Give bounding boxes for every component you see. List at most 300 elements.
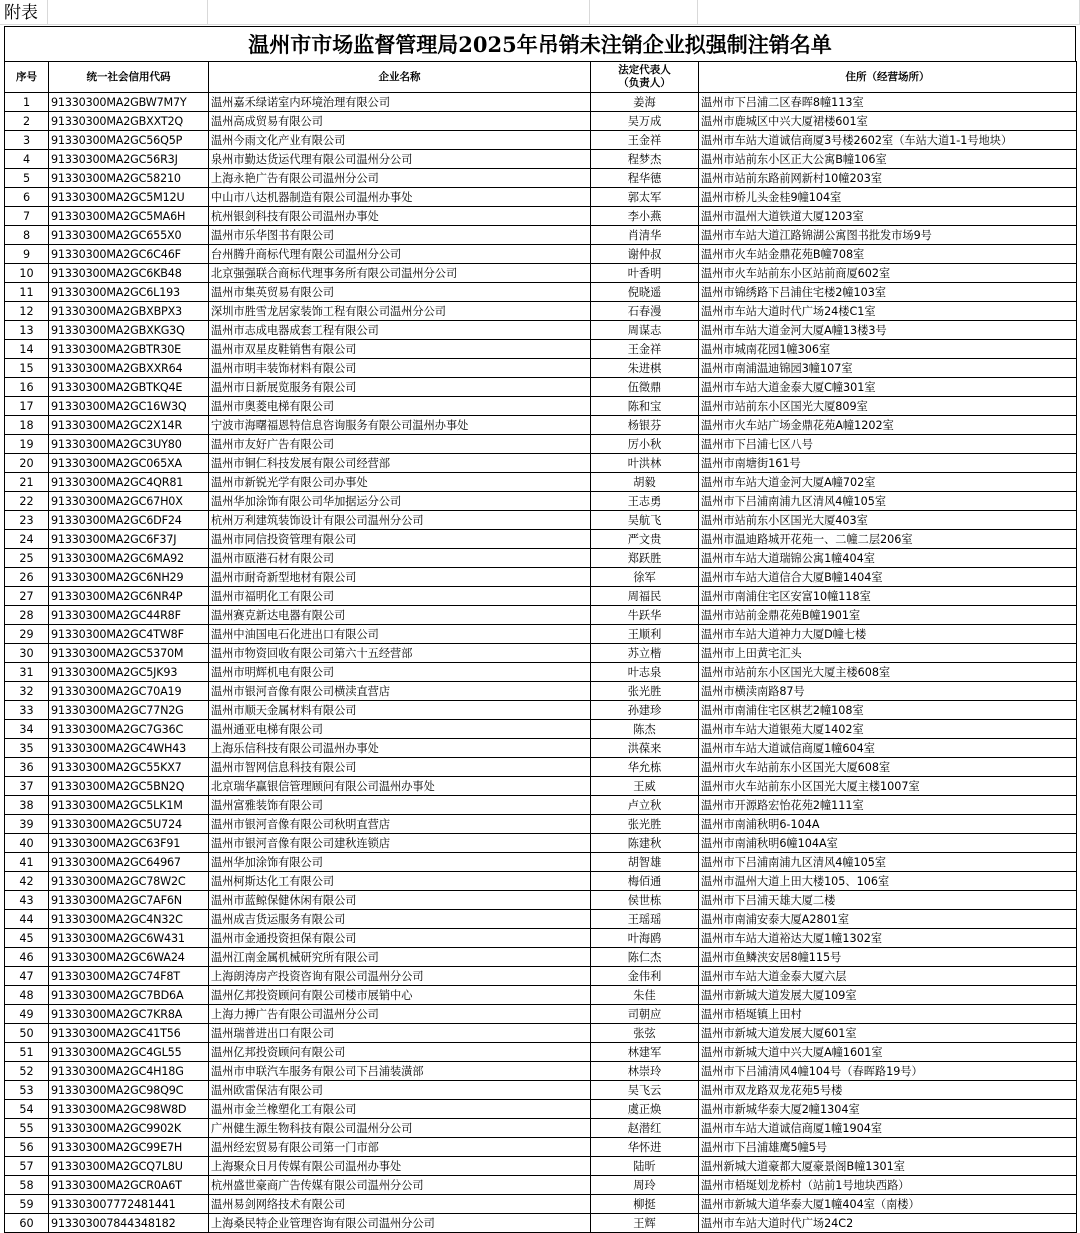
row-number-cell[interactable]: 56: [5, 1138, 49, 1157]
legal-representative-cell[interactable]: 朱进棋: [591, 359, 699, 378]
legal-representative-cell[interactable]: 吴万成: [591, 112, 699, 131]
address-cell[interactable]: 温州市车站大道时代广场24C2: [699, 1214, 1077, 1233]
credit-code-cell[interactable]: 91330300MA2GC6MA92: [49, 549, 209, 568]
row-number-cell[interactable]: 37: [5, 777, 49, 796]
address-cell[interactable]: 温州市南浦住宅区安富10幢118室: [699, 587, 1077, 606]
row-number-cell[interactable]: 53: [5, 1081, 49, 1100]
address-cell[interactable]: 温州市新城大道发展大厦109室: [699, 986, 1077, 1005]
company-name-cell[interactable]: 深圳市胜雪龙居家装饰工程有限公司温州分公司: [209, 302, 591, 321]
credit-code-cell[interactable]: 91330300MA2GC6KB48: [49, 264, 209, 283]
address-cell[interactable]: 温州市锦绣路下吕浦住宅楼2幢103室: [699, 283, 1077, 302]
credit-code-cell[interactable]: 91330300MA2GC5BN2Q: [49, 777, 209, 796]
credit-code-cell[interactable]: 91330300MA2GBTKQ4E: [49, 378, 209, 397]
row-number-cell[interactable]: 7: [5, 207, 49, 226]
legal-representative-cell[interactable]: 谢仲叔: [591, 245, 699, 264]
address-cell[interactable]: 温州市南塘街161号: [699, 454, 1077, 473]
address-cell[interactable]: 温州市新城大道中兴大厦A幢1601室: [699, 1043, 1077, 1062]
company-name-cell[interactable]: 温州市志成电器成套工程有限公司: [209, 321, 591, 340]
row-number-cell[interactable]: 31: [5, 663, 49, 682]
company-name-cell[interactable]: 温州易剑网络技术有限公司: [209, 1195, 591, 1214]
legal-representative-cell[interactable]: 牛跃华: [591, 606, 699, 625]
address-cell[interactable]: 温州市车站大道信合大厦B幢1404室: [699, 568, 1077, 587]
credit-code-cell[interactable]: 91330300MA2GBW7M7Y: [49, 93, 209, 112]
row-number-cell[interactable]: 17: [5, 397, 49, 416]
address-cell[interactable]: 温州市梧埏镇上田村: [699, 1005, 1077, 1024]
credit-code-cell[interactable]: 91330300MA2GC64967: [49, 853, 209, 872]
address-cell[interactable]: 温州市上田黄宅汇头: [699, 644, 1077, 663]
credit-code-cell[interactable]: 91330300MA2GC78W2C: [49, 872, 209, 891]
credit-code-cell[interactable]: 91330300MA2GC5JK93: [49, 663, 209, 682]
credit-code-cell[interactable]: 91330300MA2GC4N32C: [49, 910, 209, 929]
credit-code-cell[interactable]: 91330300MA2GC6L193: [49, 283, 209, 302]
credit-code-cell[interactable]: 91330300MA2GC9902K: [49, 1119, 209, 1138]
company-name-cell[interactable]: 温州市友好广告有限公司: [209, 435, 591, 454]
credit-code-cell[interactable]: 91330300MA2GC4WH43: [49, 739, 209, 758]
row-number-cell[interactable]: 10: [5, 264, 49, 283]
legal-representative-cell[interactable]: 陈杰: [591, 720, 699, 739]
company-name-cell[interactable]: 上海朗涛房产投资咨询有限公司温州分公司: [209, 967, 591, 986]
address-cell[interactable]: 温州市火车站前东小区国光大厦608室: [699, 758, 1077, 777]
row-number-cell[interactable]: 41: [5, 853, 49, 872]
legal-representative-cell[interactable]: 周玲: [591, 1176, 699, 1195]
credit-code-cell[interactable]: 91330300MA2GBXXT2Q: [49, 112, 209, 131]
company-name-cell[interactable]: 温州瑞普进出口有限公司: [209, 1024, 591, 1043]
address-cell[interactable]: 温州市车站大道瑞锦公寓1幢404室: [699, 549, 1077, 568]
company-name-cell[interactable]: 温州市银河音像有限公司横渎直营店: [209, 682, 591, 701]
address-cell[interactable]: 温州市下吕浦南浦九区清风4幢105室: [699, 853, 1077, 872]
company-name-cell[interactable]: 温州市集英贸易有限公司: [209, 283, 591, 302]
credit-code-cell[interactable]: 913303007844348182: [49, 1214, 209, 1233]
address-cell[interactable]: 温州市南浦温迪锦园3幢107室: [699, 359, 1077, 378]
row-number-cell[interactable]: 60: [5, 1214, 49, 1233]
company-name-cell[interactable]: 温州华加涂饰有限公司华加据运分公司: [209, 492, 591, 511]
credit-code-cell[interactable]: 91330300MA2GC16W3Q: [49, 397, 209, 416]
company-name-cell[interactable]: 温州市福明化工有限公司: [209, 587, 591, 606]
credit-code-cell[interactable]: 91330300MA2GC5U724: [49, 815, 209, 834]
company-name-cell[interactable]: 温州亿邦投资顾问有限公司楼市展销中心: [209, 986, 591, 1005]
credit-code-cell[interactable]: 91330300MA2GC74F8T: [49, 967, 209, 986]
company-name-cell[interactable]: 温州市明丰装饰材料有限公司: [209, 359, 591, 378]
address-cell[interactable]: 温州市站前金鼎花苑B幢1901室: [699, 606, 1077, 625]
company-name-cell[interactable]: 上海永艳广告有限公司温州分公司: [209, 169, 591, 188]
credit-code-cell[interactable]: 91330300MA2GC7KR8A: [49, 1005, 209, 1024]
address-cell[interactable]: 温州市车站大道金河大厦A幢13楼3号: [699, 321, 1077, 340]
address-cell[interactable]: 温州市下吕浦南浦九区清风4幢105室: [699, 492, 1077, 511]
legal-representative-cell[interactable]: 虞正焕: [591, 1100, 699, 1119]
credit-code-cell[interactable]: 91330300MA2GC56Q5P: [49, 131, 209, 150]
company-name-cell[interactable]: 上海聚众日月传媒有限公司温州办事处: [209, 1157, 591, 1176]
row-number-cell[interactable]: 40: [5, 834, 49, 853]
row-number-cell[interactable]: 52: [5, 1062, 49, 1081]
legal-representative-cell[interactable]: 华怀进: [591, 1138, 699, 1157]
address-cell[interactable]: 温州新城大道豪都大厦豪景阁B幢1301室: [699, 1157, 1077, 1176]
row-number-cell[interactable]: 1: [5, 93, 49, 112]
address-cell[interactable]: 温州市新城华泰大厦2幢1304室: [699, 1100, 1077, 1119]
legal-representative-cell[interactable]: 厉小秋: [591, 435, 699, 454]
row-number-cell[interactable]: 57: [5, 1157, 49, 1176]
row-number-cell[interactable]: 11: [5, 283, 49, 302]
row-number-cell[interactable]: 8: [5, 226, 49, 245]
credit-code-cell[interactable]: 91330300MA2GC67H0X: [49, 492, 209, 511]
address-cell[interactable]: 温州市站前东小区国光大厦403室: [699, 511, 1077, 530]
address-cell[interactable]: 温州市横渎南路87号: [699, 682, 1077, 701]
company-name-cell[interactable]: 中山市八达机器制造有限公司温州办事处: [209, 188, 591, 207]
credit-code-cell[interactable]: 91330300MA2GC7BD6A: [49, 986, 209, 1005]
company-name-cell[interactable]: 温州今雨文化产业有限公司: [209, 131, 591, 150]
legal-representative-cell[interactable]: 柳挺: [591, 1195, 699, 1214]
address-cell[interactable]: 温州市车站大道裕达大厦1幢1302室: [699, 929, 1077, 948]
grid-cell[interactable]: [208, 0, 590, 25]
address-cell[interactable]: 温州市下吕浦天雄大厦二楼: [699, 891, 1077, 910]
row-number-cell[interactable]: 43: [5, 891, 49, 910]
legal-representative-cell[interactable]: 王金祥: [591, 131, 699, 150]
company-name-cell[interactable]: 温州市耐奇新型地材有限公司: [209, 568, 591, 587]
address-cell[interactable]: 温州市双龙路双龙花苑5号楼: [699, 1081, 1077, 1100]
row-number-cell[interactable]: 42: [5, 872, 49, 891]
credit-code-cell[interactable]: 913303007772481441: [49, 1195, 209, 1214]
legal-representative-cell[interactable]: 周谋志: [591, 321, 699, 340]
company-name-cell[interactable]: 上海乐信科技有限公司温州办事处: [209, 739, 591, 758]
legal-representative-cell[interactable]: 吴飞云: [591, 1081, 699, 1100]
legal-representative-cell[interactable]: 叶海鸥: [591, 929, 699, 948]
row-number-cell[interactable]: 36: [5, 758, 49, 777]
credit-code-cell[interactable]: 91330300MA2GBXXR64: [49, 359, 209, 378]
address-cell[interactable]: 温州市南浦秋明6幢104A室: [699, 834, 1077, 853]
row-number-cell[interactable]: 27: [5, 587, 49, 606]
row-number-cell[interactable]: 19: [5, 435, 49, 454]
credit-code-cell[interactable]: 91330300MA2GBXBPX3: [49, 302, 209, 321]
company-name-cell[interactable]: 温州市新锐光学有限公司办事处: [209, 473, 591, 492]
legal-representative-cell[interactable]: 张弦: [591, 1024, 699, 1043]
legal-representative-cell[interactable]: 张光胜: [591, 815, 699, 834]
legal-representative-cell[interactable]: 伍徵鼎: [591, 378, 699, 397]
company-name-cell[interactable]: 温州市瓯港石材有限公司: [209, 549, 591, 568]
address-cell[interactable]: 温州市开源路宏怡花苑2幢111室: [699, 796, 1077, 815]
credit-code-cell[interactable]: 91330300MA2GC4QR81: [49, 473, 209, 492]
address-cell[interactable]: 温州市南浦住宅区棋艺2幢108室: [699, 701, 1077, 720]
credit-code-cell[interactable]: 91330300MA2GC6C46F: [49, 245, 209, 264]
company-name-cell[interactable]: 温州市蓝鲸保健休闲有限公司: [209, 891, 591, 910]
legal-representative-cell[interactable]: 林建军: [591, 1043, 699, 1062]
credit-code-cell[interactable]: 91330300MA2GC4H18G: [49, 1062, 209, 1081]
row-number-cell[interactable]: 15: [5, 359, 49, 378]
company-name-cell[interactable]: 温州高成贸易有限公司: [209, 112, 591, 131]
legal-representative-cell[interactable]: 陆昕: [591, 1157, 699, 1176]
legal-representative-cell[interactable]: 张光胜: [591, 682, 699, 701]
row-number-cell[interactable]: 58: [5, 1176, 49, 1195]
row-number-cell[interactable]: 35: [5, 739, 49, 758]
credit-code-cell[interactable]: 91330300MA2GC6WA24: [49, 948, 209, 967]
company-name-cell[interactable]: 温州嘉禾绿诺室内环境治理有限公司: [209, 93, 591, 112]
company-name-cell[interactable]: 温州富雅装饰有限公司: [209, 796, 591, 815]
legal-representative-cell[interactable]: 胡智雄: [591, 853, 699, 872]
address-cell[interactable]: 温州市梧埏划龙桥村（站前1号地块西路）: [699, 1176, 1077, 1195]
credit-code-cell[interactable]: 91330300MA2GC6F37J: [49, 530, 209, 549]
legal-representative-cell[interactable]: 王志勇: [591, 492, 699, 511]
address-cell[interactable]: 温州市车站大道诚信商厦3号楼2602室（车站大道1-1号地块）: [699, 131, 1077, 150]
grid-cell[interactable]: [698, 0, 1080, 25]
row-number-cell[interactable]: 45: [5, 929, 49, 948]
grid-cell[interactable]: [590, 0, 698, 25]
address-cell[interactable]: 温州市火车站金鼎花苑B幢708室: [699, 245, 1077, 264]
row-number-cell[interactable]: 55: [5, 1119, 49, 1138]
credit-code-cell[interactable]: 91330300MA2GC55KX7: [49, 758, 209, 777]
legal-representative-cell[interactable]: 赵潜红: [591, 1119, 699, 1138]
legal-representative-cell[interactable]: 王威: [591, 777, 699, 796]
company-name-cell[interactable]: 温州柯斯达化工有限公司: [209, 872, 591, 891]
legal-representative-cell[interactable]: 司朝应: [591, 1005, 699, 1024]
row-number-cell[interactable]: 3: [5, 131, 49, 150]
address-cell[interactable]: 温州市鹿城区中兴大厦裙楼601室: [699, 112, 1077, 131]
row-number-cell[interactable]: 9: [5, 245, 49, 264]
legal-representative-cell[interactable]: 姜海: [591, 93, 699, 112]
legal-representative-cell[interactable]: 华允栋: [591, 758, 699, 777]
address-cell[interactable]: 温州市站前东小区国光大厦主楼608室: [699, 663, 1077, 682]
legal-representative-cell[interactable]: 胡毅: [591, 473, 699, 492]
company-name-cell[interactable]: 温州市智网信息科技有限公司: [209, 758, 591, 777]
row-number-cell[interactable]: 25: [5, 549, 49, 568]
legal-representative-cell[interactable]: 周福民: [591, 587, 699, 606]
row-number-cell[interactable]: 21: [5, 473, 49, 492]
credit-code-cell[interactable]: 91330300MA2GC98Q9C: [49, 1081, 209, 1100]
company-name-cell[interactable]: 温州市明辉机电有限公司: [209, 663, 591, 682]
company-name-cell[interactable]: 温州市银河音像有限公司秋明直营店: [209, 815, 591, 834]
credit-code-cell[interactable]: 91330300MA2GC3UY80: [49, 435, 209, 454]
row-number-cell[interactable]: 22: [5, 492, 49, 511]
credit-code-cell[interactable]: 91330300MA2GC5370M: [49, 644, 209, 663]
credit-code-cell[interactable]: 91330300MA2GC58210: [49, 169, 209, 188]
legal-representative-cell[interactable]: 陈仁杰: [591, 948, 699, 967]
company-name-cell[interactable]: 温州市银河音像有限公司建秋连锁店: [209, 834, 591, 853]
legal-representative-cell[interactable]: 陈和宝: [591, 397, 699, 416]
address-cell[interactable]: 温州市新城大道发展大厦601室: [699, 1024, 1077, 1043]
company-name-cell[interactable]: 温州亿邦投资顾问有限公司: [209, 1043, 591, 1062]
credit-code-cell[interactable]: 91330300MA2GBXKG3Q: [49, 321, 209, 340]
legal-representative-cell[interactable]: 洪葆来: [591, 739, 699, 758]
credit-code-cell[interactable]: 91330300MA2GC6NR4P: [49, 587, 209, 606]
company-name-cell[interactable]: 温州市顺天金属材料有限公司: [209, 701, 591, 720]
company-name-cell[interactable]: 台州腾升商标代理有限公司温州分公司: [209, 245, 591, 264]
address-cell[interactable]: 温州市站前东小区正大公寓B幢106室: [699, 150, 1077, 169]
row-number-cell[interactable]: 30: [5, 644, 49, 663]
legal-representative-cell[interactable]: 叶香明: [591, 264, 699, 283]
credit-code-cell[interactable]: 91330300MA2GC6W431: [49, 929, 209, 948]
legal-representative-cell[interactable]: 金伟利: [591, 967, 699, 986]
legal-representative-cell[interactable]: 王瑶瑶: [591, 910, 699, 929]
legal-representative-cell[interactable]: 倪晓遥: [591, 283, 699, 302]
company-name-cell[interactable]: 杭州盛世豪商广告传媒有限公司温州分公司: [209, 1176, 591, 1195]
legal-representative-cell[interactable]: 郑跃胜: [591, 549, 699, 568]
company-name-cell[interactable]: 温州市双星皮鞋销售有限公司: [209, 340, 591, 359]
company-name-cell[interactable]: 温州成吉货运服务有限公司: [209, 910, 591, 929]
row-number-cell[interactable]: 20: [5, 454, 49, 473]
legal-representative-cell[interactable]: 石春漫: [591, 302, 699, 321]
credit-code-cell[interactable]: 91330300MA2GC5MA6H: [49, 207, 209, 226]
company-name-cell[interactable]: 北京瑞华赢银信管理顾问有限公司温州办事处: [209, 777, 591, 796]
address-cell[interactable]: 温州市车站大道神力大厦D幢七楼: [699, 625, 1077, 644]
address-cell[interactable]: 温州市站前东小区国光大厦809室: [699, 397, 1077, 416]
row-number-cell[interactable]: 16: [5, 378, 49, 397]
credit-code-cell[interactable]: 91330300MA2GCR0A6T: [49, 1176, 209, 1195]
company-name-cell[interactable]: 温州通亚电梯有限公司: [209, 720, 591, 739]
credit-code-cell[interactable]: 91330300MA2GC6NH29: [49, 568, 209, 587]
legal-representative-cell[interactable]: 程华德: [591, 169, 699, 188]
address-cell[interactable]: 温州市下吕浦清风4幢104号（春晖路19号）: [699, 1062, 1077, 1081]
credit-code-cell[interactable]: 91330300MA2GC4GL55: [49, 1043, 209, 1062]
company-name-cell[interactable]: 温州欧雷保洁有限公司: [209, 1081, 591, 1100]
address-cell[interactable]: 温州市温州大道上田大楼105、106室: [699, 872, 1077, 891]
credit-code-cell[interactable]: 91330300MA2GC6DF24: [49, 511, 209, 530]
credit-code-cell[interactable]: 91330300MA2GCQ7L8U: [49, 1157, 209, 1176]
company-name-cell[interactable]: 温州市同信投资管理有限公司: [209, 530, 591, 549]
row-number-cell[interactable]: 28: [5, 606, 49, 625]
legal-representative-cell[interactable]: 王顺利: [591, 625, 699, 644]
credit-code-cell[interactable]: 91330300MA2GC44R8F: [49, 606, 209, 625]
address-cell[interactable]: 温州市车站大道诚信商厦1幢1904室: [699, 1119, 1077, 1138]
address-cell[interactable]: 温州市下吕浦七区八号: [699, 435, 1077, 454]
company-name-cell[interactable]: 杭州万利建筑装饰设计有限公司温州分公司: [209, 511, 591, 530]
company-name-cell[interactable]: 杭州银剑科技有限公司温州办事处: [209, 207, 591, 226]
legal-representative-cell[interactable]: 李小燕: [591, 207, 699, 226]
address-cell[interactable]: 温州市下吕浦雄鹰5幢5号: [699, 1138, 1077, 1157]
company-name-cell[interactable]: 上海桑民特企业管理咨询有限公司温州分公司: [209, 1214, 591, 1233]
credit-code-cell[interactable]: 91330300MA2GC5LK1M: [49, 796, 209, 815]
row-number-cell[interactable]: 47: [5, 967, 49, 986]
company-name-cell[interactable]: 温州市物资回收有限公司第六十五经营部: [209, 644, 591, 663]
credit-code-cell[interactable]: 91330300MA2GC98W8D: [49, 1100, 209, 1119]
legal-representative-cell[interactable]: 严文贵: [591, 530, 699, 549]
address-cell[interactable]: 温州市南浦安泰大厦A2801室: [699, 910, 1077, 929]
address-cell[interactable]: 温州市火车站前东小区站前商厦602室: [699, 264, 1077, 283]
credit-code-cell[interactable]: 91330300MA2GC77N2G: [49, 701, 209, 720]
address-cell[interactable]: 温州市车站大道银苑大厦1402室: [699, 720, 1077, 739]
row-number-cell[interactable]: 32: [5, 682, 49, 701]
address-cell[interactable]: 温州市车站大道时代广场24楼C1室: [699, 302, 1077, 321]
row-number-cell[interactable]: 46: [5, 948, 49, 967]
company-name-cell[interactable]: 温州市乐华图书有限公司: [209, 226, 591, 245]
credit-code-cell[interactable]: 91330300MA2GC70A19: [49, 682, 209, 701]
address-cell[interactable]: 温州市站前东路前网新村10幢203室: [699, 169, 1077, 188]
grid-cell[interactable]: [48, 0, 208, 25]
address-cell[interactable]: 温州市城南花园1幢306室: [699, 340, 1077, 359]
row-number-cell[interactable]: 39: [5, 815, 49, 834]
credit-code-cell[interactable]: 91330300MA2GC655X0: [49, 226, 209, 245]
company-name-cell[interactable]: 温州经宏贸易有限公司第一门市部: [209, 1138, 591, 1157]
row-number-cell[interactable]: 26: [5, 568, 49, 587]
legal-representative-cell[interactable]: 苏立楷: [591, 644, 699, 663]
legal-representative-cell[interactable]: 侯世栋: [591, 891, 699, 910]
credit-code-cell[interactable]: 91330300MA2GC5M12U: [49, 188, 209, 207]
legal-representative-cell[interactable]: 叶志泉: [591, 663, 699, 682]
row-number-cell[interactable]: 29: [5, 625, 49, 644]
address-cell[interactable]: 温州市下吕浦二区春晖8幢113室: [699, 93, 1077, 112]
company-name-cell[interactable]: 温州赛克新达电器有限公司: [209, 606, 591, 625]
row-number-cell[interactable]: 44: [5, 910, 49, 929]
company-name-cell[interactable]: 温州江南金属机械研究所有限公司: [209, 948, 591, 967]
credit-code-cell[interactable]: 91330300MA2GC41T56: [49, 1024, 209, 1043]
credit-code-cell[interactable]: 91330300MA2GC065XA: [49, 454, 209, 473]
row-number-cell[interactable]: 49: [5, 1005, 49, 1024]
legal-representative-cell[interactable]: 杨银芬: [591, 416, 699, 435]
row-number-cell[interactable]: 59: [5, 1195, 49, 1214]
address-cell[interactable]: 温州市鱼鳞浃安居8幢115号: [699, 948, 1077, 967]
row-number-cell[interactable]: 38: [5, 796, 49, 815]
row-number-cell[interactable]: 54: [5, 1100, 49, 1119]
legal-representative-cell[interactable]: 卢立秋: [591, 796, 699, 815]
address-cell[interactable]: 温州市火车站前东小区国光大厦主楼1007室: [699, 777, 1077, 796]
company-name-cell[interactable]: 温州市申联汽车服务有限公司下吕浦装潢部: [209, 1062, 591, 1081]
company-name-cell[interactable]: 广州健生源生物科技有限公司温州分公司: [209, 1119, 591, 1138]
credit-code-cell[interactable]: 91330300MA2GC7G36C: [49, 720, 209, 739]
credit-code-cell[interactable]: 91330300MA2GC63F91: [49, 834, 209, 853]
credit-code-cell[interactable]: 91330300MA2GC4TW8F: [49, 625, 209, 644]
address-cell[interactable]: 温州市火车站广场金鼎花苑A幢1202室: [699, 416, 1077, 435]
credit-code-cell[interactable]: 91330300MA2GC2X14R: [49, 416, 209, 435]
legal-representative-cell[interactable]: 朱佳: [591, 986, 699, 1005]
row-number-cell[interactable]: 18: [5, 416, 49, 435]
credit-code-cell[interactable]: 91330300MA2GC99E7H: [49, 1138, 209, 1157]
legal-representative-cell[interactable]: 郭太军: [591, 188, 699, 207]
row-number-cell[interactable]: 13: [5, 321, 49, 340]
address-cell[interactable]: 温州市车站大道诚信商厦1幢604室: [699, 739, 1077, 758]
row-number-cell[interactable]: 6: [5, 188, 49, 207]
address-cell[interactable]: 温州市温迪路城开花苑一、二幢二层206室: [699, 530, 1077, 549]
company-name-cell[interactable]: 温州市铜仁科技发展有限公司经营部: [209, 454, 591, 473]
address-cell[interactable]: 温州市桥儿头金桂9幢104室: [699, 188, 1077, 207]
row-number-cell[interactable]: 24: [5, 530, 49, 549]
credit-code-cell[interactable]: 91330300MA2GBTR30E: [49, 340, 209, 359]
legal-representative-cell[interactable]: 肖清华: [591, 226, 699, 245]
address-cell[interactable]: 温州市车站大道金泰大厦C幢301室: [699, 378, 1077, 397]
credit-code-cell[interactable]: 91330300MA2GC56R3J: [49, 150, 209, 169]
company-name-cell[interactable]: 北京强强联合商标代理事务所有限公司温州分公司: [209, 264, 591, 283]
legal-representative-cell[interactable]: 林崇玲: [591, 1062, 699, 1081]
row-number-cell[interactable]: 14: [5, 340, 49, 359]
company-name-cell[interactable]: 温州市日新展览服务有限公司: [209, 378, 591, 397]
row-number-cell[interactable]: 4: [5, 150, 49, 169]
legal-representative-cell[interactable]: 吴航飞: [591, 511, 699, 530]
company-name-cell[interactable]: 宁波市海曙福恩特信息咨询服务有限公司温州办事处: [209, 416, 591, 435]
legal-representative-cell[interactable]: 王金祥: [591, 340, 699, 359]
address-cell[interactable]: 温州市车站大道江路锦湖公寓图书批发市场9号: [699, 226, 1077, 245]
company-name-cell[interactable]: 上海力搏广告有限公司温州分公司: [209, 1005, 591, 1024]
company-name-cell[interactable]: 温州市金兰橡塑化工有限公司: [209, 1100, 591, 1119]
credit-code-cell[interactable]: 91330300MA2GC7AF6N: [49, 891, 209, 910]
address-cell[interactable]: 温州市温州大道铁道大厦1203室: [699, 207, 1077, 226]
row-number-cell[interactable]: 2: [5, 112, 49, 131]
row-number-cell[interactable]: 50: [5, 1024, 49, 1043]
company-name-cell[interactable]: 温州市金通投资担保有限公司: [209, 929, 591, 948]
company-name-cell[interactable]: 温州市奥菱电梯有限公司: [209, 397, 591, 416]
legal-representative-cell[interactable]: 梅佰通: [591, 872, 699, 891]
row-number-cell[interactable]: 12: [5, 302, 49, 321]
row-number-cell[interactable]: 33: [5, 701, 49, 720]
row-number-cell[interactable]: 5: [5, 169, 49, 188]
company-name-cell[interactable]: 泉州市勤达货运代理有限公司温州分公司: [209, 150, 591, 169]
address-cell[interactable]: 温州市车站大道金河大厦A幢702室: [699, 473, 1077, 492]
legal-representative-cell[interactable]: 王辉: [591, 1214, 699, 1233]
address-cell[interactable]: 温州市南浦秋明6-104A: [699, 815, 1077, 834]
legal-representative-cell[interactable]: 孙建珍: [591, 701, 699, 720]
address-cell[interactable]: 温州市新城大道华泰大厦1幢404室（南楼）: [699, 1195, 1077, 1214]
row-number-cell[interactable]: 34: [5, 720, 49, 739]
row-number-cell[interactable]: 23: [5, 511, 49, 530]
legal-representative-cell[interactable]: 程梦杰: [591, 150, 699, 169]
company-name-cell[interactable]: 温州中油国电石化进出口有限公司: [209, 625, 591, 644]
row-number-cell[interactable]: 51: [5, 1043, 49, 1062]
legal-representative-cell[interactable]: 陈建秋: [591, 834, 699, 853]
legal-representative-cell[interactable]: 徐军: [591, 568, 699, 587]
